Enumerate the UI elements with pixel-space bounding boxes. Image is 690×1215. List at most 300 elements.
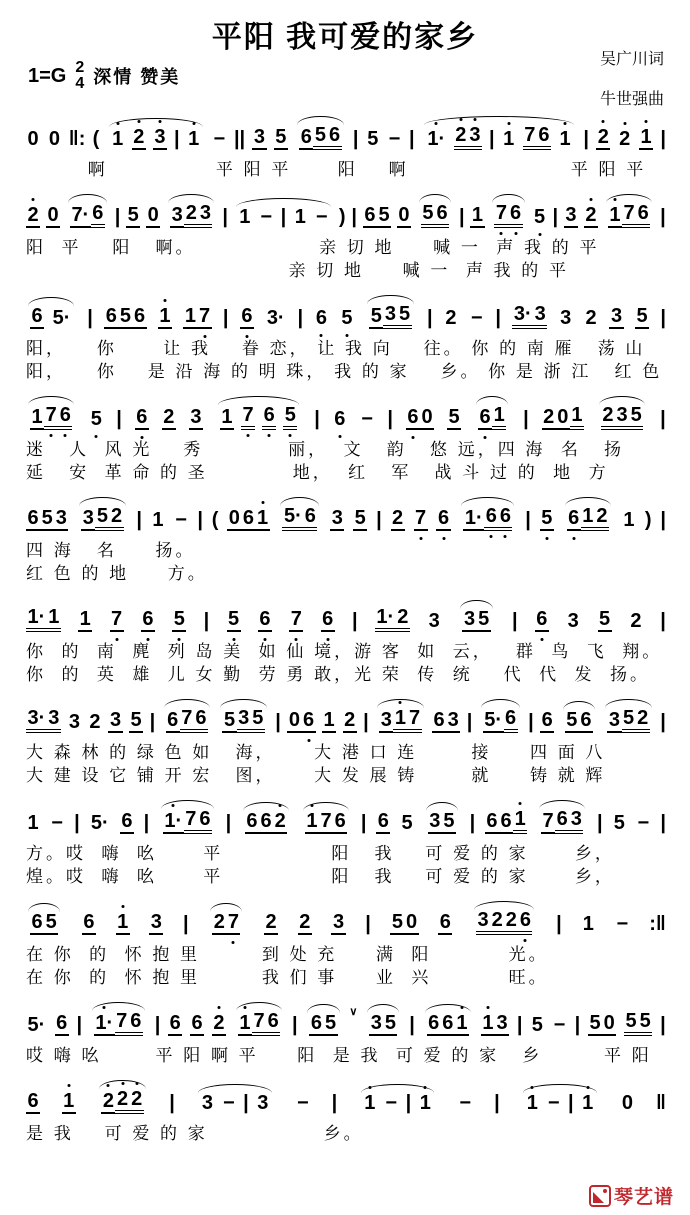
note-group	[238, 207, 252, 228]
note-group	[146, 205, 160, 228]
octave-dot-above	[279, 804, 282, 807]
slur-arc	[26, 395, 76, 430]
composer-credit: 牛世强曲	[599, 91, 664, 108]
barline: |	[222, 206, 228, 228]
note: 2	[445, 307, 457, 329]
qinyipu-logo-icon	[589, 1185, 611, 1207]
octave-dot-below	[307, 739, 310, 742]
note: 6	[135, 407, 149, 430]
note: 3	[429, 810, 441, 832]
barline: |	[203, 610, 210, 632]
note: 2	[504, 910, 518, 935]
note-group	[615, 914, 630, 935]
note-group	[222, 708, 264, 733]
note-group	[212, 129, 227, 150]
note: 1	[363, 1093, 377, 1114]
note-group	[89, 813, 110, 834]
note: 3	[569, 809, 583, 834]
slur-arc	[216, 395, 302, 430]
octave-dot-above	[107, 1084, 110, 1087]
music-system-1	[26, 112, 666, 181]
note: 3	[109, 709, 122, 731]
octave-dot-below	[245, 335, 248, 338]
slur-arc	[234, 1001, 284, 1036]
note-group	[387, 129, 402, 150]
note-group	[227, 609, 241, 632]
notation-line	[26, 1076, 666, 1122]
note-group	[564, 205, 578, 228]
note: 1	[323, 709, 335, 731]
note: 7	[252, 1011, 266, 1036]
slur-arc	[537, 799, 587, 834]
note: 1	[582, 913, 594, 935]
octave-dot-above	[459, 118, 462, 121]
note-group	[258, 609, 272, 632]
repeat-barline: :‖	[649, 913, 666, 935]
slur-arc	[241, 801, 291, 834]
note: 2	[299, 911, 311, 933]
octave-dot-above	[137, 120, 140, 123]
note: 6	[133, 305, 146, 327]
note-group	[187, 129, 201, 150]
note: 3	[331, 507, 343, 529]
note: 2	[601, 405, 615, 430]
note: 5·	[90, 812, 109, 834]
note-group	[170, 203, 212, 228]
note: 0	[603, 1012, 615, 1034]
note: 1	[184, 305, 196, 327]
slur-arc	[423, 1003, 473, 1036]
barline: |	[511, 610, 518, 632]
barline: |	[516, 1014, 523, 1036]
note: 5	[324, 1012, 337, 1034]
note: 5	[227, 609, 241, 632]
note: 2	[184, 203, 198, 228]
note-group	[166, 708, 208, 733]
slur-arc	[365, 1003, 401, 1036]
barline: |	[409, 128, 415, 150]
barline: |	[596, 812, 603, 834]
note: 1	[158, 306, 172, 329]
note: 5	[448, 406, 460, 428]
octave-dot-below	[232, 638, 235, 641]
note: 7	[414, 508, 428, 531]
note-group	[414, 508, 428, 531]
note: 1	[116, 912, 130, 935]
note-group	[458, 1093, 473, 1114]
note-group	[552, 1015, 567, 1036]
octave-dot-below	[338, 435, 341, 438]
slur-arc	[458, 599, 494, 632]
slur-arc	[107, 117, 205, 150]
note: 7	[320, 810, 332, 832]
note: 1·	[163, 811, 184, 834]
barline: |	[525, 509, 531, 531]
note-group	[256, 1093, 270, 1114]
slur-arc	[295, 115, 345, 150]
octave-dot-above	[531, 1086, 534, 1089]
note: 3	[463, 608, 476, 630]
note-group	[104, 306, 146, 329]
octave-dot-above	[424, 1086, 427, 1089]
note: 6	[486, 810, 498, 832]
note-group	[67, 712, 81, 733]
note-group	[26, 508, 68, 531]
repeat-barline: ‖:	[68, 128, 86, 150]
note: 7	[241, 405, 255, 430]
octave-dot-below	[50, 434, 53, 437]
barline: |	[409, 1014, 415, 1036]
note-group	[82, 912, 96, 935]
note-group	[26, 1015, 47, 1036]
octave-dot-below	[146, 638, 149, 641]
barline: |	[583, 128, 589, 150]
octave-dot-below	[232, 941, 235, 944]
note: 5	[223, 709, 236, 731]
note: 2	[265, 911, 277, 933]
barline: |	[352, 128, 359, 150]
note: 3	[198, 203, 212, 228]
barline: |	[291, 1014, 298, 1036]
slur-arc	[479, 698, 522, 733]
note: 1	[581, 506, 595, 531]
barline: |	[116, 408, 122, 430]
note-group	[397, 205, 411, 228]
lyrics-line: 大 森 林 的 绿 色 如 海， 大 港 口 连 接 四 面 八	[26, 743, 606, 762]
note: −	[385, 1092, 398, 1114]
note: 5	[313, 125, 327, 150]
octave-dot-above	[261, 501, 264, 504]
octave-dot-above	[217, 1006, 220, 1009]
lyrics-line: 四 海 名 扬。	[26, 541, 196, 560]
note: 6	[428, 1012, 440, 1034]
note-group	[141, 609, 155, 632]
barline: |	[114, 206, 121, 228]
note: 1	[238, 1013, 252, 1036]
lyrics-line: 在 你 的 怀 抱 里 我 们 事 业 兴 旺。	[26, 968, 549, 987]
note-group	[51, 308, 72, 329]
note: 2	[26, 205, 40, 228]
note: 2	[163, 406, 175, 428]
note-group	[212, 1013, 226, 1036]
note: 2	[109, 506, 123, 531]
note: 7·	[71, 204, 90, 226]
note: 7	[407, 708, 421, 733]
barline: |	[173, 128, 180, 150]
octave-dot-below	[295, 638, 298, 641]
note: 1	[513, 809, 527, 834]
octave-dot-below	[484, 436, 487, 439]
note-group	[252, 127, 266, 150]
note: 6	[141, 609, 155, 632]
note: −	[296, 1092, 309, 1114]
key-and-tempo	[28, 60, 180, 93]
note: 2	[213, 911, 225, 933]
octave-dot-above	[507, 122, 510, 125]
note: 3	[496, 1012, 508, 1034]
note-group	[151, 510, 165, 531]
slur-arc	[597, 395, 647, 430]
note: 0	[557, 406, 569, 428]
note-group	[309, 1013, 337, 1036]
note: 1	[581, 1093, 595, 1114]
note: 1·	[375, 607, 396, 632]
note-group	[523, 125, 551, 150]
note: 3	[82, 507, 94, 529]
note: 6	[334, 810, 346, 832]
note-group	[264, 912, 278, 935]
slur-arc	[422, 115, 576, 150]
notation-line	[26, 796, 666, 842]
barline: |	[197, 509, 203, 531]
note: 6	[537, 125, 551, 150]
octave-dot-below	[540, 638, 543, 641]
note: 3	[560, 307, 572, 329]
octave-dot-above	[519, 802, 522, 805]
note: 6	[105, 305, 117, 327]
barline: |	[660, 307, 666, 329]
credits	[600, 40, 664, 120]
note-group	[46, 205, 60, 228]
note-group	[530, 1015, 544, 1036]
note-group	[426, 129, 447, 150]
slur-arc	[90, 1001, 147, 1036]
note: 2	[344, 709, 356, 731]
note: 5	[45, 911, 57, 933]
note-group	[333, 409, 347, 430]
note-group	[618, 129, 632, 150]
barline: ||	[233, 128, 246, 150]
slur-arc	[66, 193, 109, 228]
note: 2	[618, 129, 632, 150]
note-group	[581, 1093, 595, 1114]
octave-dot-below	[345, 334, 348, 337]
note: 2	[490, 910, 504, 935]
note-group	[163, 809, 212, 834]
music-system-11	[26, 1076, 666, 1145]
barline: |	[488, 128, 495, 150]
note: 6	[333, 409, 347, 430]
note: 3	[615, 405, 629, 430]
note-group	[624, 1011, 652, 1036]
note: 1·	[26, 607, 47, 632]
note: 5	[95, 506, 109, 531]
note: 6	[198, 809, 212, 834]
note: 1	[27, 812, 39, 834]
octave-dot-below	[203, 335, 206, 338]
qinyipu-logo-text: 琴艺谱	[613, 1187, 674, 1208]
octave-dot-below	[247, 434, 250, 437]
lyrics-line: 延 安 革 命 的 圣 地， 红 军 战 斗 过 的 地 方	[26, 463, 609, 482]
note-group	[485, 809, 527, 834]
note: 5	[638, 1011, 652, 1036]
note: 1	[47, 607, 61, 632]
note: 7	[44, 405, 58, 430]
lyrics-line: 大 建 设 它 铺 开 宏 图， 大 发 展 铸 就 铸 就 辉	[26, 766, 606, 785]
slur-arc	[417, 193, 453, 228]
note: 3	[237, 708, 251, 733]
note: −	[470, 307, 483, 329]
barline: |	[154, 1014, 161, 1036]
note: 1	[418, 1093, 432, 1114]
note: −	[459, 1092, 472, 1114]
note: 3	[468, 125, 482, 150]
note: 5	[172, 609, 186, 632]
note: 5	[275, 126, 287, 148]
note-group	[262, 405, 276, 430]
note: 1	[305, 811, 319, 834]
note: 6	[364, 204, 376, 226]
slur-arc	[603, 698, 653, 733]
octave-dot-below	[538, 233, 541, 236]
note-group	[89, 409, 103, 430]
note: 1	[62, 1091, 76, 1114]
barline: |	[405, 1092, 412, 1114]
octave-dot-above	[564, 122, 567, 125]
note-group	[116, 912, 130, 935]
octave-dot-below	[411, 436, 414, 439]
note: 1	[221, 406, 233, 428]
note-group	[149, 912, 163, 935]
note: 1	[239, 206, 251, 228]
note-group	[305, 811, 347, 834]
note-group	[483, 708, 518, 733]
note: 6	[262, 405, 276, 430]
note: 6	[31, 911, 43, 933]
note: 1	[152, 509, 164, 531]
note: −	[547, 1092, 560, 1114]
note: 3	[476, 910, 490, 935]
note-group	[635, 306, 649, 329]
note: −	[315, 206, 328, 228]
note: 3	[55, 507, 67, 529]
slur-arc	[278, 496, 321, 531]
slur-arc	[472, 900, 537, 935]
note: 3·	[266, 307, 285, 329]
lyrics-line: 迷 人 风 光 秀 丽， 文 韵 悠 远，四 海 名 扬	[26, 440, 625, 459]
note: 3	[332, 911, 345, 933]
note: 7	[115, 1011, 129, 1036]
note-group	[221, 1093, 236, 1114]
note: 6	[129, 1011, 143, 1036]
note: 3	[253, 126, 266, 148]
note: 6	[377, 810, 389, 832]
slur-arc	[359, 1083, 437, 1114]
note: 2	[392, 507, 404, 529]
notation-line	[26, 291, 666, 337]
note-group	[50, 813, 65, 834]
barline: |	[360, 812, 367, 834]
note: 5	[378, 204, 390, 226]
note-group	[454, 125, 482, 150]
note: 1	[639, 127, 653, 150]
barline: |	[528, 711, 534, 733]
barline: |	[243, 1092, 249, 1114]
barline: |	[275, 711, 281, 733]
note: 2	[585, 307, 597, 329]
barline: |	[556, 913, 562, 935]
note-group	[314, 207, 329, 228]
note: 3	[370, 1012, 382, 1034]
note: 5	[613, 812, 625, 834]
lyrics-line: 阳， 你 让 我 眷 恋， 让 我 向 往。 你 的 南 雁 荡 山	[26, 339, 646, 358]
notation-symbol: )	[338, 206, 346, 228]
note: 1	[558, 129, 572, 150]
note: 5·	[282, 506, 303, 531]
note-group	[607, 708, 649, 733]
note: 6	[91, 203, 105, 228]
barline: |	[76, 1014, 83, 1036]
octave-dot-above	[121, 1082, 124, 1085]
note: 6	[169, 1012, 181, 1034]
note: 2	[212, 1013, 226, 1036]
slur-arc	[208, 902, 244, 935]
note: 6	[498, 506, 512, 531]
note: 5	[340, 308, 354, 329]
note: 1	[455, 1013, 469, 1036]
note-group	[135, 407, 149, 430]
note-group	[26, 607, 61, 632]
note: 6	[541, 709, 553, 731]
note: 6	[194, 708, 208, 733]
note: 6	[242, 507, 254, 529]
octave-dot-above	[435, 122, 438, 125]
note-group	[421, 203, 449, 228]
slur-arc	[305, 1003, 341, 1036]
octave-dot-above	[473, 118, 476, 121]
note-group	[535, 609, 549, 632]
note: 6	[321, 609, 335, 632]
note: 5	[119, 305, 131, 327]
note: 2	[596, 127, 610, 150]
note-group	[158, 306, 172, 329]
note: 6	[636, 203, 650, 228]
barline: |	[314, 408, 320, 430]
lyrics-line: 阳 平 阳 啊。 亲 切 地 喊 一 声 我 的 平	[26, 238, 600, 257]
note-group	[478, 405, 506, 430]
note: 3	[567, 610, 579, 632]
note-group	[639, 127, 653, 150]
music-system-10	[26, 998, 666, 1067]
note-group	[26, 1091, 40, 1114]
barline: |	[660, 711, 666, 733]
note: 7	[523, 125, 537, 150]
note-group	[427, 1013, 469, 1036]
note: 6	[246, 810, 258, 832]
note: 2	[273, 811, 287, 834]
slur-arc	[375, 698, 425, 733]
note: 0	[27, 128, 39, 150]
note: 5	[384, 1012, 396, 1034]
note: 5	[354, 507, 366, 529]
barline: |	[660, 128, 666, 150]
key-signature: 1=G	[28, 64, 67, 87]
note: 5	[370, 305, 382, 327]
notation-line	[26, 695, 666, 741]
note: 0	[621, 1092, 633, 1114]
notation-symbol: (	[211, 509, 219, 531]
octave-dot-above	[67, 1084, 70, 1087]
octave-dot-above	[623, 122, 626, 125]
octave-dot-below	[524, 939, 527, 942]
music-system-7	[26, 695, 666, 787]
qinyipu-watermark	[589, 1182, 674, 1209]
lyrics-line: 亲 切 地 喊 一 声 我 的 平	[26, 261, 569, 280]
note: 6	[504, 708, 518, 733]
note-group	[55, 1013, 69, 1036]
note: −	[361, 408, 373, 430]
octave-dot-above	[602, 120, 605, 123]
